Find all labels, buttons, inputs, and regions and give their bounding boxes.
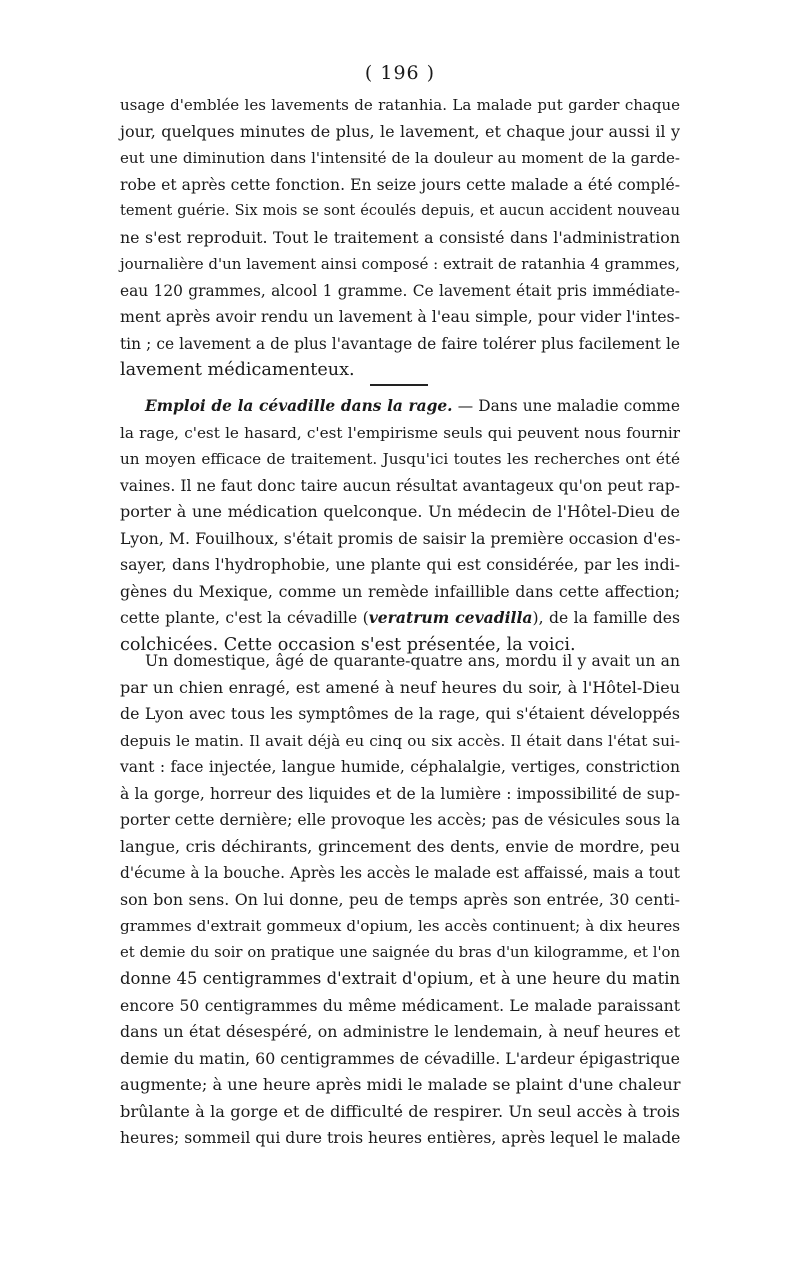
text-line: ment après avoir rendu un lavement à l'eau simple, pour vider l'intes-	[120, 307, 680, 326]
section-divider	[370, 384, 428, 386]
text-fragment: ), de la famille des	[532, 609, 680, 627]
text-fragment: — Dans une maladie comme	[452, 397, 680, 415]
text-line-latin	[120, 605, 680, 632]
text-line: de Lyon avec tous les symptômes de la rage, qui s'étaient développés	[120, 704, 680, 723]
text-line: par un chien enragé, est amené à neuf heures du soir, à l'Hôtel-Dieu	[120, 677, 680, 697]
text-line: à la gorge, horreur des liquides et de la lumière : impossibilité de sup-	[120, 784, 680, 803]
text-line: jour, quelques minutes de plus, le lavement, et chaque jour aussi il y	[120, 121, 680, 141]
text-line: porter à une médication quelconque. Un médecin de l'Hôtel-Dieu de	[120, 502, 680, 521]
text-line: gènes du Mexique, comme un remède infaillible dans cette affection;	[120, 581, 680, 601]
text-line: sayer, dans l'hydrophobie, une plante qui est considérée, par les indi-	[120, 555, 680, 574]
paragraph-ratanhia	[120, 92, 680, 384]
text-line: colchicées. Cette occasion s'est présentée, la voici.	[120, 634, 576, 655]
text-line: eut une diminution dans l'intensité de la douleur au moment de la garde-	[120, 149, 680, 167]
text-fragment: cette plante, c'est la cévadille (	[120, 609, 369, 627]
text-line: lavement médicamenteux.	[120, 360, 355, 380]
text-line: tement guérie. Six mois se sont écoulés depuis, et aucun accident nouveau	[120, 202, 680, 219]
text-line: d'écume à la bouche. Après les accès le malade est affaissé, mais a tout	[120, 864, 680, 882]
text-fragment: Un domestique, âgé de quarante-quatre ans, mordu il y avait un an	[145, 652, 680, 670]
text-line: depuis le matin. Il avait déjà eu cinq ou six accès. Il était dans l'état sui-	[120, 731, 680, 750]
text-line: brûlante à la gorge et de difficulté de respirer. Un seul accès à trois	[120, 1101, 680, 1121]
text-line: heures; sommeil qui dure trois heures entières, après lequel le malade	[120, 1129, 681, 1147]
text-line: demie du matin, 60 centigrammes de cévadille. L'ardeur épigastrique	[120, 1048, 681, 1068]
text-line: un moyen efficace de traitement. Jusqu'ici toutes les recherches ont été	[120, 450, 680, 468]
text-line: porter cette dernière; elle provoque les accès; pas de vésicules sous la	[120, 811, 680, 829]
text-line: eau 120 grammes, alcool 1 gramme. Ce lavement était pris immédiate-	[120, 281, 680, 300]
text-line: robe et après cette fonction. En seize jours cette malade a été complé-	[120, 175, 680, 194]
text-line: usage d'emblée les lavements de ratanhia. La malade put garder chaque	[120, 96, 680, 114]
paragraph-cevadille	[120, 393, 680, 658]
text-line: langue, cris déchirants, grincement des dents, envie de mordre, peu	[120, 836, 680, 856]
section-heading-line	[120, 393, 680, 420]
text-line: et demie du soir on pratique une saignée du bras d'un kilogramme, et l'on	[120, 943, 680, 961]
text-line: augmente; à une heure après midi le malade se plaint d'une chaleur	[120, 1075, 681, 1094]
text-line: ne s'est reproduit. Tout le traitement a consisté dans l'administration	[120, 227, 680, 247]
text-line: grammes d'extrait gommeux d'opium, les accès continuent; à dix heures	[120, 917, 680, 935]
paragraph-case-report	[120, 648, 680, 1152]
section-title: Emploi de la cévadille dans la rage.	[145, 397, 453, 415]
text-line: tin ; ce lavement a de plus l'avantage de faire tolérer plus facilement le	[120, 334, 680, 353]
text-line: journalière d'un lavement ainsi composé : extrait de ratanhia 4 grammes,	[120, 255, 681, 273]
text-line: la rage, c'est le hasard, c'est l'empirisme seuls qui peuvent nous fournir	[120, 423, 680, 442]
text-line: vant : face injectée, langue humide, céphalalgie, vertiges, constriction	[120, 758, 680, 776]
page-number: ( 196 )	[364, 62, 436, 84]
text-line: son bon sens. On lui donne, peu de temps après son entrée, 30 centi-	[120, 889, 680, 909]
text-line	[120, 648, 680, 675]
text-line: dans un état désespéré, on administre le lendemain, à neuf heures et	[120, 1022, 680, 1041]
text-line: vaines. Il ne faut donc taire aucun résultat avantageux qu'on peut rap-	[120, 476, 680, 495]
text-line: encore 50 centigrammes du même médicament. Le malade paraissant	[120, 996, 680, 1015]
text-line: donne 45 centigrammes d'extrait d'opium, et à une heure du matin	[120, 969, 680, 988]
latin-term: veratrum cevadilla	[368, 608, 533, 627]
text-line: Lyon, M. Fouilhoux, s'était promis de saisir la première occasion d'es-	[120, 528, 681, 548]
